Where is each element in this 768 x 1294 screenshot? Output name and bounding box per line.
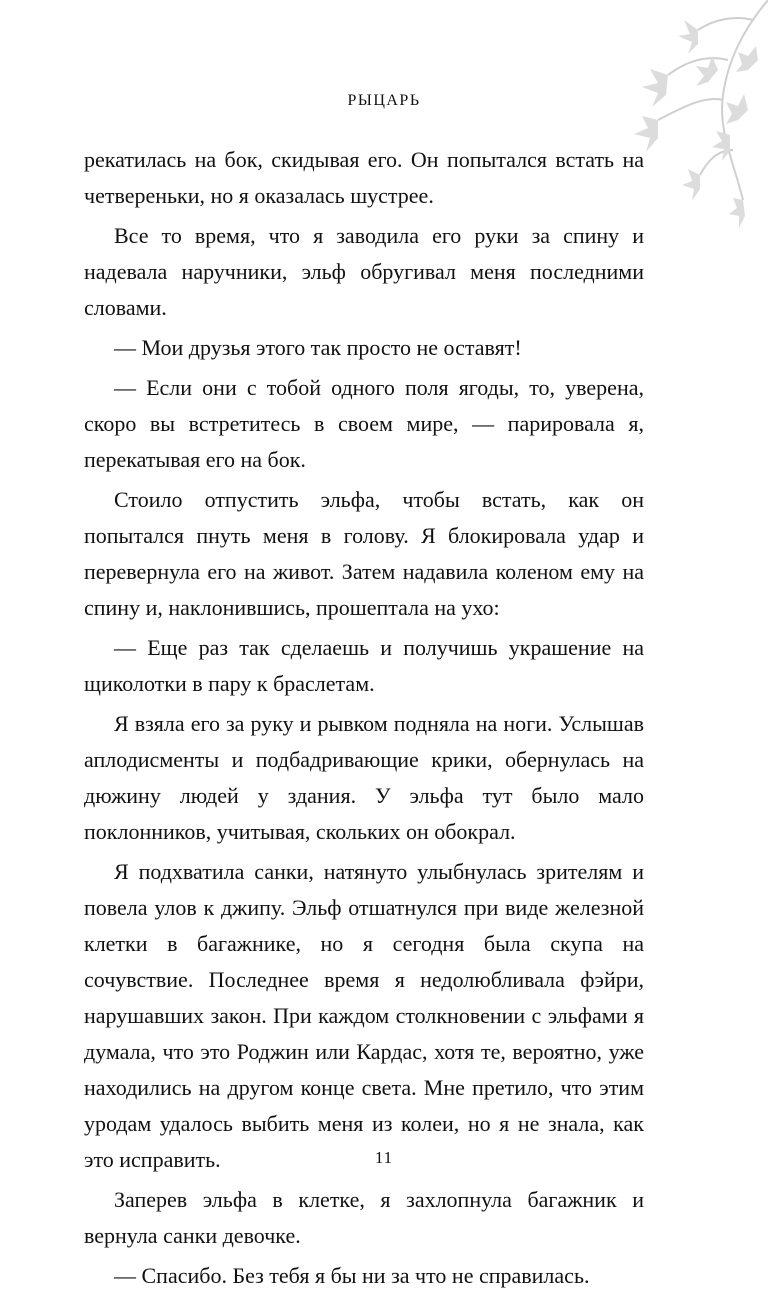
paragraph: Я подхватила санки, натянуто улыбнулась зрителям и повела улов к джипу. Эльф отшатнулся при виде железной клетки в багажнике, но я сегодня была скупа на сочувствие. Последнее время я недолюбливала фэйри, нарушавших закон. При каждом столкновении с эльфами я думала, что это Роджин или Кардас, хотя те, вероятно, уже находились на другом конце света. Мне претило, что этим уродам удалось выбить меня из колеи, но я не знала, как это исправить.	[84, 859, 644, 1172]
paragraph: — Мои друзья этого так просто не оставят!	[114, 335, 522, 360]
body-text	[84, 142, 644, 1294]
paragraph: рекатилась на бок, скидывая его. Он попытался встать на четвереньки, но я оказалась шустрее.	[84, 147, 644, 208]
running-head: РЫЦАРЬ	[347, 92, 421, 109]
page-number: 11	[374, 1148, 394, 1167]
paragraph: — Спасибо. Без тебя я бы ни за что не справилась.	[114, 1263, 590, 1288]
paragraph: Стоило отпустить эльфа, чтобы встать, как он попытался пнуть меня в голову. Я блокировала удар и перевернула его на живот. Затем надавила коленом ему на спину и, наклонившись, прошептала на ухо:	[84, 487, 644, 620]
paragraph: Я взяла его за руку и рывком подняла на ноги. Услышав аплодисменты и подбадривающие крики, обернулась на дюжину людей у здания. У эльфа тут было мало поклонников, учитывая, скольких он обокрал.	[84, 711, 644, 844]
paragraph: Все то время, что я заводила его руки за спину и надевала наручники, эльф обругивал меня последними словами.	[84, 223, 644, 320]
paragraph: — Если они с тобой одного поля ягоды, то, уверена, скоро вы встретитесь в своем мире, — парировала я, перекатывая его на бок.	[84, 375, 644, 472]
paragraph: — Еще раз так сделаешь и получишь украшение на щиколотки в пару к браслетам.	[84, 635, 644, 696]
paragraph: Заперев эльфа в клетке, я захлопнула багажник и вернула санки девочке.	[84, 1187, 644, 1248]
